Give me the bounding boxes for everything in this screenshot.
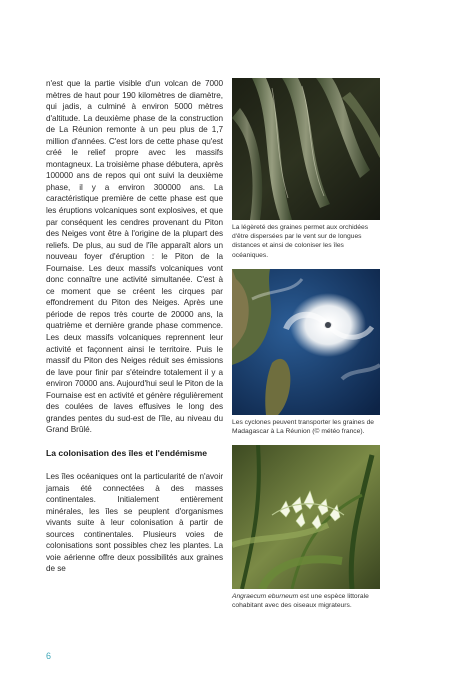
figure-1-caption: La légèreté des graines permet aux orchidées d'être dispersées par le vent sur de longues distances et ainsi de coloniser les îles océaniques. [232, 224, 369, 259]
cyclone-satellite-photo [232, 269, 380, 415]
body-paragraph-2: Les îles océaniques ont la particularité de n'avoir jamais été connectées à des masses continentales. Initialement entièrement minérales, les îles se peuplent d'organismes vivants suite à leur colonisation à partir de sources continentales. Plusieurs voies de colonisations sont possibles chez les plantes. La voie aérienne offre deux possibilités aux graines de se [46, 471, 223, 574]
body-paragraph-1: n'est que la partie visible d'un volcan de 7000 mètres de haut pour 190 kilomètres de diamètre, qui jadis, a culminé à environ 5000 mètres d'altitude. La deuxième phase de la construction de La Réunion remonte à un peu plus de 1,7 million d'années. C'est lors de cette phase qu'est créé le relief propre avec les massifs montagneux. La troisième phase débutera, après 100000 ans de repos qui ont suivi la deuxième phase, il y a environ 300000 ans. La caractéristique première de cette phase est que les éruptions volcaniques sont explosives, et que par conséquent les cendres provenant du Piton des Neiges vont être à l'origine de la plupart des reliefs. De plus, au sud de l'île apparaît alors un nouveau foyer d'éruption : le Piton de la Fournaise. Les deux massifs volcaniques vont donc connaître une activité simultanée. C'est à ce moment que se créent les cirques par effondrement du Piton des Neiges. Après une période de repos très courte de 20000 ans, la quatrième et dernière grande phase commence. Les deux massifs volcaniques reprennent leur activité et façonnent ainsi le territoire. Puis le massif du Piton des Neiges réduit ses émissions de lave pour finir par s'éteindre totalement il y a environ 70000 ans. Aujourd'hui seul le Piton de la Fournaise est en activité et génère régulièrement des coulées de laves effusives le long des grandes pentes du sud-est de l'île, au niveau du Grand Brûlé. [46, 79, 223, 435]
figure-2-caption: Les cyclones peuvent transporter les graines de Madagascar à La Réunion (© météo france). [232, 418, 375, 436]
figure-3-caption-text: est une espèce littorale cohabitant avec des oiseaux migrateurs. [232, 593, 369, 610]
page-number: 6 [46, 651, 52, 661]
section-heading: La colonisation des îles et l'endémisme [46, 447, 208, 458]
angraecum-orchid-photo [232, 445, 380, 589]
figure-column [232, 78, 380, 611]
figure-3 [232, 445, 380, 610]
figure-1 [232, 78, 380, 260]
figure-2 [232, 269, 380, 436]
figure-3-caption [232, 592, 380, 610]
species-name: Angraecum eburneum [232, 593, 299, 601]
orchid-seedpods-photo [232, 78, 380, 220]
main-text-column [46, 78, 223, 575]
